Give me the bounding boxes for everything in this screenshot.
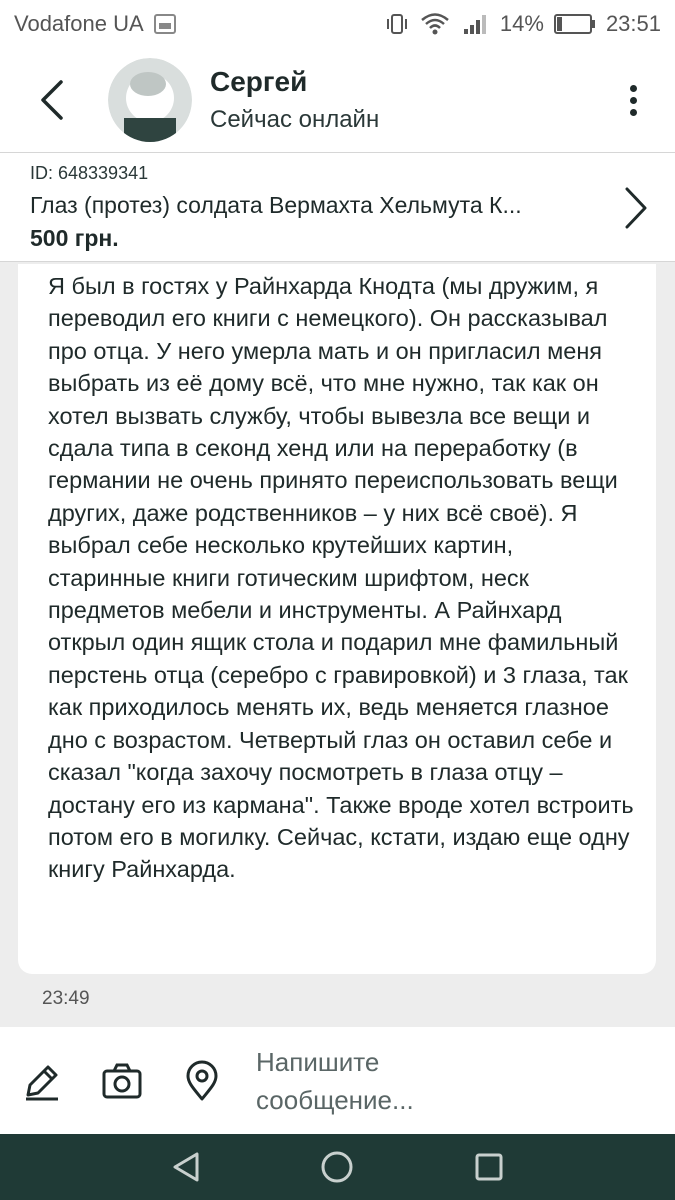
ad-price: 500 грн. [30, 225, 119, 251]
ad-id: ID: 648339341 [30, 163, 149, 183]
camera-button[interactable] [98, 1057, 146, 1105]
location-button[interactable] [178, 1057, 226, 1105]
ad-title: Глаз (протез) солдата Вермахта Хельмута К... [30, 192, 522, 218]
contact-info[interactable] [210, 66, 379, 134]
battery-icon [554, 13, 596, 35]
vibrate-icon [384, 11, 410, 37]
triangle-back-icon [169, 1150, 203, 1184]
carrier-group [14, 11, 176, 37]
message-bubble [18, 264, 656, 974]
signal-icon [460, 12, 490, 36]
carrier-name: Vodafone UA [14, 11, 144, 36]
ad-summary-card[interactable] [0, 152, 675, 262]
kebab-menu-icon [630, 109, 637, 116]
pencil-icon [20, 1059, 64, 1103]
contact-name: Сергей [210, 66, 308, 97]
message-time: 23:49 [42, 988, 90, 1009]
battery-percent: 14% [499, 11, 544, 36]
chat-header [0, 48, 675, 152]
message-text: Я был в гостях у Райнхарда Кнодта (мы дружим, я переводил его книги с немецкого). Он рассказывал про отца. У него умерла мать и он пригласил меня выбрать из её дому всё, что мне нужно, так как он хотел вызвать службу, чтобы вывезла все вещи и сдала типа в секонд хенд или на переработку (в германии не очень принято переиспользовать вещи других, даже родственников – у них всё своё). Я выбрал себе несколько крутейших картин, старинные книги готическим шрифтом, неск предметов мебели и инструменты. А Райнхард открыл один ящик стола и подарил мне фамильный перстень отца (серебро с гравировкой) и 3 глаза, так как приходилось менять их, ведь меняется глазное дно с возрастом. Четвертый глаз он оставил себе и сказал "когда захочу посмотреть в глаза отцу – достану его из кармана". Также вроде хотел встроить потом его в могилку. Сейчас, кстати, издаю еще одну книгу Райнхарда. [48, 273, 634, 883]
chevron-left-icon [37, 78, 67, 122]
wifi-icon [420, 12, 450, 36]
location-pin-icon [180, 1059, 224, 1103]
kebab-menu-button[interactable] [621, 76, 645, 124]
nav-back-button[interactable] [166, 1147, 206, 1187]
circle-home-icon [319, 1149, 355, 1185]
android-nav-bar [0, 1134, 675, 1200]
nav-home-button[interactable] [317, 1147, 357, 1187]
back-button[interactable] [22, 70, 82, 130]
attach-button[interactable] [18, 1057, 66, 1105]
user-avatar-icon [108, 58, 192, 142]
chevron-right-icon [623, 185, 649, 231]
kebab-menu-icon [630, 97, 637, 104]
message-input[interactable]: Напишите сообщение... [256, 1046, 414, 1115]
image-notification-icon [154, 14, 176, 34]
square-recents-icon [473, 1151, 505, 1183]
message-composer [0, 1027, 675, 1134]
status-indicators [384, 11, 661, 37]
status-bar [0, 0, 675, 48]
camera-icon [100, 1059, 144, 1103]
clock: 23:51 [605, 11, 661, 36]
kebab-menu-icon [630, 85, 637, 92]
nav-recents-button[interactable] [469, 1147, 509, 1187]
contact-status: Сейчас онлайн [210, 106, 380, 133]
avatar[interactable] [108, 58, 192, 142]
